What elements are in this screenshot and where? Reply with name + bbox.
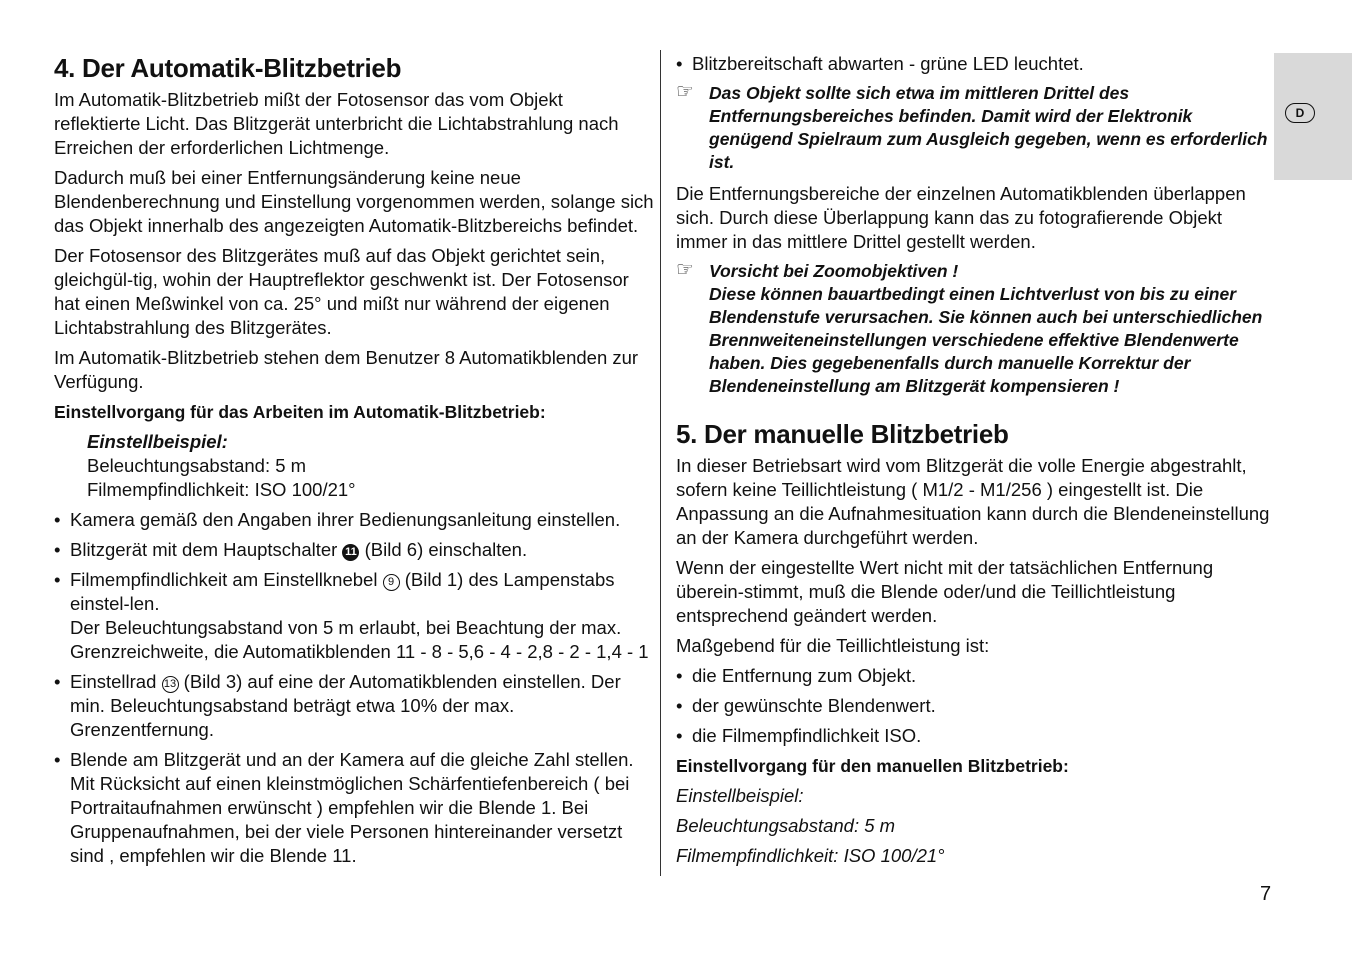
example-title: Einstellbeispiel: (676, 785, 804, 806)
pointing-hand-icon: ☞ (676, 259, 694, 281)
bullet-icon: • (676, 695, 683, 716)
bullet-icon: • (676, 725, 683, 746)
pointing-hand-icon: ☞ (676, 81, 694, 103)
language-tab (1274, 53, 1352, 180)
bullet-icon: • (54, 569, 61, 590)
paragraph: Die Entfernungsbereiche der einzelnen Automatikblenden überlappen sich. Durch diese Überlappung kann das zu fotografierende Objekt immer in das mittlere Drittel gestellt werden. (676, 183, 1246, 252)
list-item-text: Blitzgerät mit dem Hauptschalter (70, 539, 338, 560)
warning-text: Diese können bauartbedingt einen Lichtverlust von bis zu einer Blendenstufe verursachen. Sie können auch bei unterschiedlichen Brennweiteneinstellungen verschiedene effektive Blendenwerte haben. Dies gegebenenfalls durch manuelle Korrektur der Blendeneinstellung am Blitzgerät kompensieren ! (709, 284, 1263, 396)
bullet-icon: • (676, 665, 683, 686)
section-5-title: 5. Der manuelle Blitzbetrieb (676, 419, 1009, 449)
hint-note (676, 82, 1272, 174)
paragraph: Dadurch muß bei einer Entfernungsänderung keine neue Blendenberechnung und Einstellung vorgenommen werden, solange sich das Objekt innerhalb des angezeigten Automatik-Blitzbereichs befindet. (54, 167, 654, 236)
example-block (54, 430, 654, 502)
paragraph: Im Automatik-Blitzbetrieb stehen dem Benutzer 8 Automatikblenden zur Verfügung. (54, 347, 639, 392)
bullet-icon: • (54, 749, 61, 770)
paragraph: Im Automatik-Blitzbetrieb mißt der Fotosensor das vom Objekt reflektierte Licht. Das Blitzgerät unterbricht die Lichtabstrahlung nach Erreichen der erforderlichen Lichtmenge. (54, 89, 619, 158)
list-item-text: Blitzbereitschaft abwarten - grüne LED leuchtet. (692, 53, 1084, 74)
callout-number-icon: 11 (342, 544, 359, 561)
example-line: Beleuchtungsabstand: 5 m (87, 455, 307, 476)
column-divider (660, 50, 661, 876)
section-4-title: 4. Der Automatik-Blitzbetrieb (54, 53, 402, 83)
example-line: Beleuchtungsabstand: 5 m (676, 815, 896, 836)
warning-note (676, 260, 1272, 398)
left-column (54, 52, 654, 874)
subheading: Einstellvorgang für das Arbeiten im Automatik-Blitzbetrieb: (54, 402, 546, 422)
list-item-text: der gewünschte Blendenwert. (692, 695, 936, 716)
list-item (676, 724, 1272, 748)
list-item-text: Einstellrad (70, 671, 157, 692)
list-item (54, 568, 654, 664)
language-tab-label: D (1285, 103, 1315, 123)
warning-title: Vorsicht bei Zoomobjektiven ! (709, 261, 959, 281)
right-column (676, 52, 1272, 874)
list-item (54, 538, 654, 562)
list-item (54, 508, 654, 532)
list-item-continuation: Der Beleuchtungsabstand von 5 m erlaubt, bei Beachtung der max. Grenzreichweite, die Automatikblenden 11 - 8 - 5,6 - 4 - 2,8 - 2 - 1,4 - 1 (70, 617, 649, 662)
list-item-text: die Filmempfindlichkeit ISO. (692, 725, 922, 746)
example-line: Filmempfindlichkeit: ISO 100/21° (676, 845, 945, 866)
bullet-icon: • (54, 509, 61, 530)
list-item (54, 748, 654, 868)
callout-number-icon: 9 (383, 574, 400, 591)
list-item-text: (Bild 6) einschalten. (364, 539, 528, 560)
list-item-text: Kamera gemäß den Angaben ihrer Bedienungsanleitung einstellen. (70, 509, 621, 530)
paragraph: Wenn der eingestellte Wert nicht mit der tatsächlichen Entfernung überein-stimmt, muß die Blende oder/und die Teillichtleistung entsprechend geändert werden. (676, 557, 1214, 626)
example-title: Einstellbeispiel: (87, 431, 228, 452)
list-item-text: (Bild 3) auf eine der Automatikblenden einstellen. Der min. Beleuchtungsabstand beträgt etwa 10% der max. Grenzentfernung. (70, 671, 621, 740)
page-number: 7 (1260, 883, 1272, 905)
subheading: Einstellvorgang für den manuellen Blitzbetrieb: (676, 756, 1069, 776)
list-item-text: die Entfernung zum Objekt. (692, 665, 917, 686)
list-item-text: Blende am Blitzgerät und an der Kamera auf die gleiche Zahl stellen. Mit Rücksicht auf einen kleinstmöglichen Schärfentiefenbereich ( bei Portraitaufnahmen erwünscht ) empfehlen wir die Blende 1. Bei Gruppenaufnahmen, bei der viele Personen hintereinander versetzt sind , empfehlen wir die Blende 11. (70, 749, 634, 866)
callout-number-icon: 13 (162, 676, 179, 693)
hint-text: Das Objekt sollte sich etwa im mittleren Drittel des Entfernungsbereiches befinden. Damit wird der Elektronik genügend Spielraum zum Ausgleich gegeben, wenn es erforderlich ist. (709, 83, 1268, 172)
list-item (676, 694, 1272, 718)
list-item-text: Filmempfindlichkeit am Einstellknebel (70, 569, 378, 590)
example-line: Filmempfindlichkeit: ISO 100/21° (87, 479, 356, 500)
bullet-icon: • (676, 53, 683, 74)
bullet-icon: • (54, 671, 61, 692)
paragraph: Der Fotosensor des Blitzgerätes muß auf das Objekt gerichtet sein, gleichgül-tig, wohin der Hauptreflektor geschwenkt ist. Der Fotosensor hat einen Meßwinkel von ca. 25° und mißt nur während der eigenen Lichtabstrahlung des Blitzgerätes. (54, 245, 629, 338)
list-item (676, 52, 1272, 76)
list-item-text: (Bild 1) des Lampenstabs einstel-len. (70, 569, 615, 614)
paragraph: Maßgebend für die Teillichtleistung ist: (676, 635, 990, 656)
list-item (676, 664, 1272, 688)
paragraph: In dieser Betriebsart wird vom Blitzgerät die volle Energie abgestrahlt, sofern keine Teillichtleistung ( M1/2 - M1/256 ) eingestellt ist. Die Anpassung an die Aufnahmesituation kann durch die Blendeneinstellung an der Kamera durchgeführt werden. (676, 455, 1270, 548)
list-item (54, 670, 654, 742)
bullet-icon: • (54, 539, 61, 560)
